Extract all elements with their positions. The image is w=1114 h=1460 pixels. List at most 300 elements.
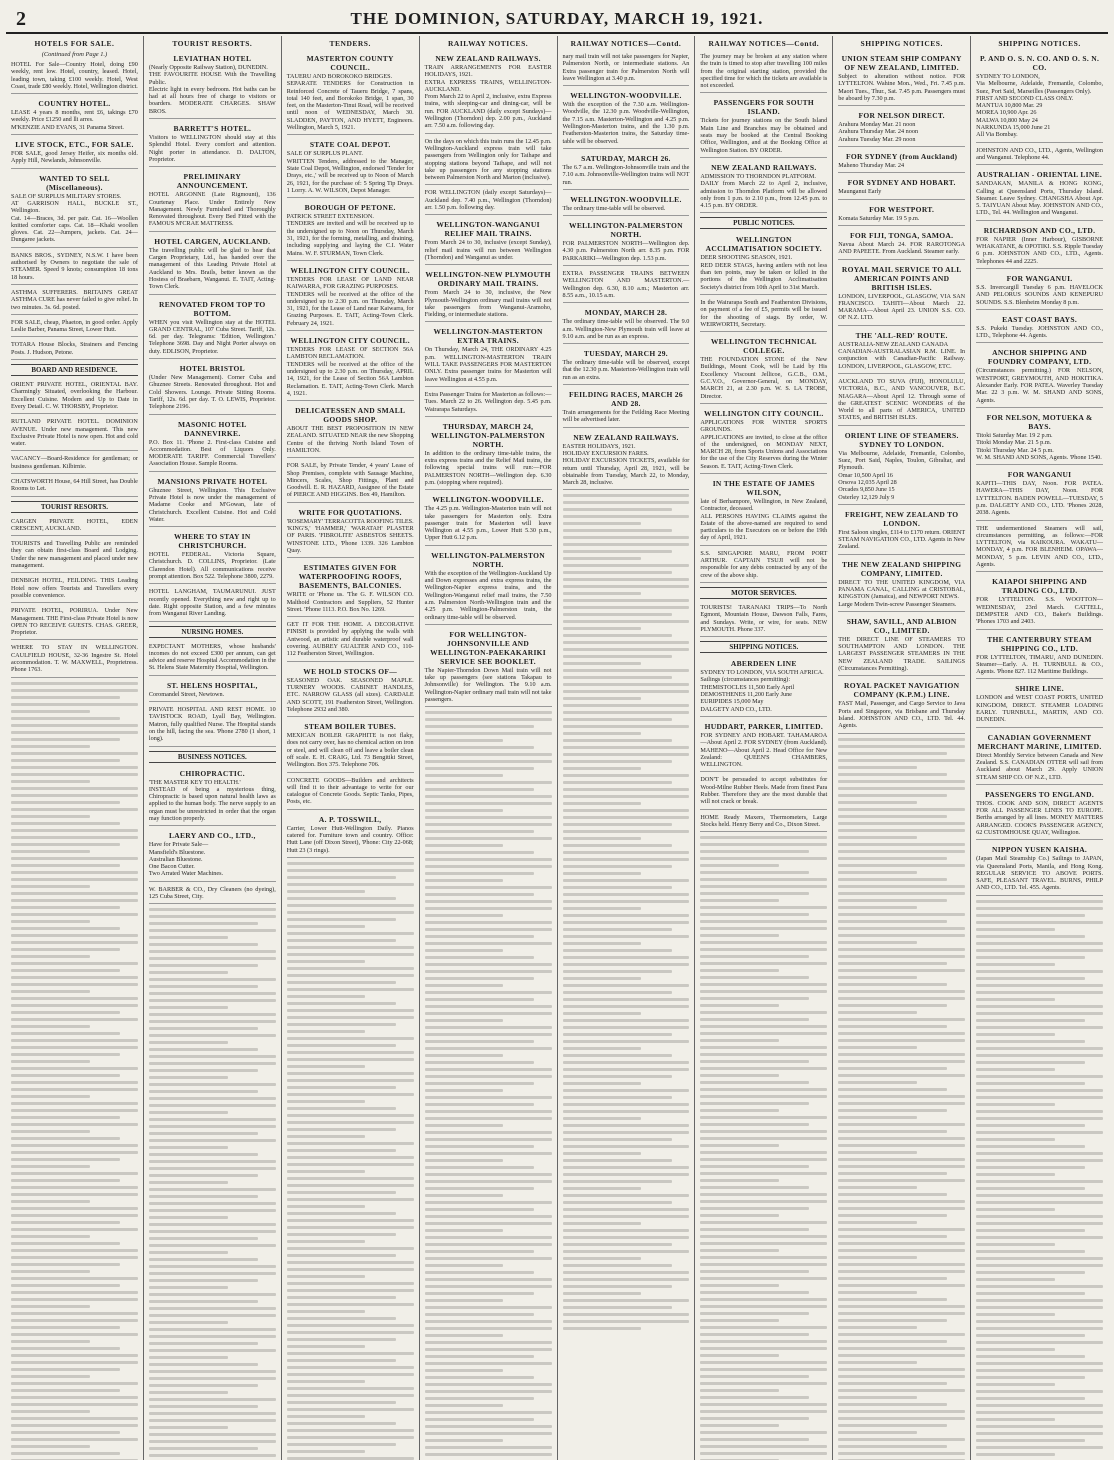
text-line xyxy=(149,999,276,1002)
text-line xyxy=(11,836,138,839)
text-line xyxy=(287,1044,396,1047)
text-line xyxy=(563,1026,690,1029)
advertisement xyxy=(838,228,965,260)
ad-title: WRITE FOR QUOTATIONS. xyxy=(298,507,402,517)
text-line xyxy=(563,1166,690,1169)
text-line xyxy=(563,753,690,756)
ad-title: FOR WESTPORT. xyxy=(869,204,935,214)
text-line xyxy=(11,1221,120,1224)
ad-body: FOR LYTTELTON, TIMARU, AND DUNEDIN. Steamer—Early. A. H. TURNBULL & CO., Agents. 'Phone 827. 112 Maritime Buildings. xyxy=(976,653,1103,676)
text-line xyxy=(976,991,1103,994)
text-line xyxy=(838,1298,947,1301)
text-line xyxy=(563,690,690,693)
text-line xyxy=(838,1074,965,1077)
ad-body: The journey may be broken at any station where the train is timed to stop after travelling 100 miles from the original starting station, provided the specified time for which the tickets are available is not exceeded. xyxy=(700,53,828,90)
text-line xyxy=(976,1376,1085,1379)
ad-body: KAPITI—THIS DAY, Noon. FOR PATEA. HAWERA—THIS DAY, Noon. FOR LYTTELTON. BADEN POWELL—TUESDAY, 5 p.m. DALGETY AND CO., LTD. 'Phones 2028, 2038. Agents. xyxy=(976,480,1103,517)
text-line xyxy=(838,1095,965,1098)
ad-title: WELLINGTON-MASTERTON EXTRA TRAINS. xyxy=(433,327,543,346)
text-line xyxy=(425,1012,552,1015)
text-line xyxy=(976,1005,1103,1008)
text-line xyxy=(563,1208,690,1211)
text-line xyxy=(287,1450,366,1453)
text-line xyxy=(976,1019,1085,1022)
text-line xyxy=(11,1046,138,1049)
text-line xyxy=(838,857,947,860)
text-line xyxy=(563,1222,642,1225)
text-line xyxy=(976,1096,1103,1099)
advertisement xyxy=(976,223,1103,269)
text-line xyxy=(976,1159,1103,1162)
text-line xyxy=(287,1100,366,1103)
text-line xyxy=(149,1111,228,1114)
ad-body: HOTEL For Sale—Country Hotel, doing £90 weekly, rent low. Hotel, country, leased. Hotel, leading town, taking £100 weekly. Hotel, West Coast, trade £80 weekly. Hotel, Wellington district. xyxy=(11,61,138,90)
ad-body: EXTRA PASSENGER TRAINS BETWEEN WELLINGTON AND MASTERTON.—Wellington dep. 6.30, 8.10 a.m.; Masterton arr. 8.55 a.m., 10.15 a.m. xyxy=(562,270,690,299)
text-line xyxy=(287,1079,414,1082)
advertisement xyxy=(563,346,690,385)
text-line xyxy=(976,907,1103,910)
text-line xyxy=(287,1212,396,1215)
text-line xyxy=(11,1039,138,1042)
text-line xyxy=(700,1130,827,1133)
text-line xyxy=(976,1299,1103,1302)
advertisement xyxy=(11,137,138,169)
advertisement xyxy=(976,842,1103,895)
text-line xyxy=(425,949,504,952)
text-line xyxy=(425,1243,552,1246)
text-line xyxy=(425,1306,552,1309)
ad-body: HOTEL ARGONNE (Late Rigmount), 136 Courtenay Place. Under Entirely New Management. Newly Furnished and Thoroughly Renovated throughout. Every Bed Fitted with the FAMOUS M'CRAE MATTRESS. xyxy=(148,191,276,228)
text-line xyxy=(563,1187,642,1190)
column-heading: HOTELS FOR SALE. xyxy=(34,39,115,48)
ad-body: TOURISTS! TARANAKI TRIPS—To North Egmont, Mountain House, Dawson Falls, Fares, and Sundays. Write, or wire, for seats. NEW PLYMOUTH. Phone 337. xyxy=(700,603,828,633)
text-line xyxy=(838,1452,965,1455)
text-line xyxy=(838,1396,917,1399)
text-line xyxy=(563,816,690,819)
ad-title: FEILDING RACES, MARCH 26 AND 28. xyxy=(569,390,683,409)
ad-body: SYDNEY TO LONDON, VIA SOUTH AFRICA. Sailings (circumstances permitting): THEMISTOCLES 11,500 Early April DEMOSTHENES 11,200 Early June EURIPIDES 15,000 May DALGETY AND CO., LTD. xyxy=(700,669,824,713)
text-line xyxy=(563,718,672,721)
ad-body: WRITE or 'Phone us. 'The G. F. WILSON CO. Malthoid Contractors and Suppliers, 52 Hunter Street. 'Phone 1113. P.O. Box No. 1269. xyxy=(286,591,414,613)
advertisement xyxy=(287,263,414,331)
ad-body: Navua About March 24. FOR RAROTONGA AND PAPEETE. From Auckland. Steamer early. xyxy=(838,240,966,256)
text-line xyxy=(149,1209,276,1212)
text-line xyxy=(838,1116,917,1119)
text-line xyxy=(700,1102,809,1105)
text-line xyxy=(149,1167,276,1170)
text-line xyxy=(700,1305,827,1308)
text-line xyxy=(11,1207,138,1210)
ad-title: WELLINGTON TECHNICAL COLLEGE. xyxy=(710,337,817,356)
ad-body: Train arrangements for the Feilding Race Meeting will be advertised later. xyxy=(562,409,690,424)
text-line xyxy=(976,1278,1055,1281)
ad-title: NIPPON YUSEN KAISHA. xyxy=(992,845,1088,855)
text-line xyxy=(563,781,672,784)
text-line xyxy=(11,1186,138,1189)
ad-body: From March 24 to 30, inclusive, the New Plymouth-Wellington ordinary mail trains will not take passengers from Wanganui-Aramoho, Fielding, or intermediate stations. xyxy=(424,289,552,319)
text-line xyxy=(700,1312,809,1315)
text-line xyxy=(838,1032,965,1035)
text-line xyxy=(700,892,809,895)
ad-title: NEW ZEALAND RAILWAYS. xyxy=(573,432,679,442)
text-line xyxy=(11,1102,138,1105)
advertisement xyxy=(425,492,552,545)
advertisement xyxy=(563,192,690,216)
text-line xyxy=(149,922,258,925)
text-line xyxy=(11,962,138,965)
text-line xyxy=(976,1285,1103,1288)
text-line xyxy=(700,1396,809,1399)
text-line xyxy=(976,928,1055,931)
text-line xyxy=(149,1412,276,1415)
text-line xyxy=(425,809,504,812)
text-line xyxy=(700,1298,827,1301)
text-line xyxy=(700,1193,827,1196)
column-heading: RAILWAY NOTICES—Contd. xyxy=(570,39,682,48)
text-line xyxy=(425,788,534,791)
text-line xyxy=(976,1229,1085,1232)
text-line xyxy=(838,822,965,825)
text-line xyxy=(425,1040,534,1043)
text-line xyxy=(287,960,366,963)
text-line xyxy=(838,997,965,1000)
ad-body: TAUERU AND BOROKOKO BRIDGES. SEPARATE TENDERS for Construction in Reinforced Concrete of Taueru Bridge, 7 spans, total 140 feet, and Borokoko Bridge, 1 span, 30 feet, on the Masterton-Tinui Road, will be received until noon of WEDNESDAY, March 30. SLADDEN, PAYTON, AND HYETT, Engineers. Wellington, March 5, 1921. xyxy=(286,73,414,132)
text-line xyxy=(425,1054,504,1057)
text-line xyxy=(838,1445,947,1448)
text-line xyxy=(838,787,965,790)
text-line xyxy=(11,1032,120,1035)
text-line xyxy=(287,1226,414,1229)
text-line xyxy=(700,990,827,993)
text-line xyxy=(563,1215,690,1218)
text-line xyxy=(838,878,947,881)
text-line xyxy=(149,1335,276,1338)
text-line xyxy=(425,872,534,875)
text-line xyxy=(976,949,1103,952)
text-line xyxy=(563,1131,690,1134)
text-line xyxy=(838,1186,917,1189)
text-line xyxy=(700,1291,809,1294)
ad-body: Maheno Thursday Mar. 24 xyxy=(838,162,905,170)
text-line xyxy=(838,1424,947,1427)
text-line xyxy=(11,1431,120,1434)
text-line xyxy=(838,850,965,853)
advertisement xyxy=(287,664,414,717)
ad-body: WHEN you visit Wellington stay at the HOTEL GRAND CENTRAL, 107 Cuba Street. Tariff, 12s. 6d. per day. Telegrams: 'Edition, Wellington.' Telephone 3698. Day and Night Porter always on duty. EDLISON, Proprietor. xyxy=(148,318,276,355)
text-line xyxy=(976,1075,1103,1078)
text-line xyxy=(11,1263,120,1266)
text-line xyxy=(425,1075,552,1078)
ad-body: The ordinary time-table will be observed. The 9.0 a.m. Wellington-New Plymouth train will leave at 9.10 a.m. and be run as an express. xyxy=(562,318,690,340)
text-line xyxy=(287,1065,366,1068)
text-line xyxy=(149,1055,276,1058)
ad-body: FOR SALE, cheap, Phaeton, in good order. Apply Leslie Barber, Panama Street, Lower Hutt. xyxy=(11,318,138,334)
text-line xyxy=(838,1389,965,1392)
text-line xyxy=(563,907,642,910)
text-line xyxy=(700,1424,779,1427)
advertisement xyxy=(11,171,138,248)
text-line xyxy=(149,1083,276,1086)
advertisement xyxy=(287,137,414,198)
text-line xyxy=(700,1137,827,1140)
text-line xyxy=(425,1285,552,1288)
column-7 xyxy=(832,36,970,1460)
text-line xyxy=(563,1243,672,1246)
text-line xyxy=(838,815,947,818)
text-line xyxy=(563,641,690,644)
ad-body: LEASE 4 years 8 months, rent £6, takings £70 weekly. Price £1250 and lli arres. M'KENZIE AND EVANS, 31 Panama Street. xyxy=(11,109,138,131)
text-line xyxy=(700,1032,827,1035)
text-line xyxy=(838,1088,947,1091)
ad-body: From March 24 to 30, inclusive (except Sunday), relief mail trains will run between Wellington (Thorndon) and Wanganui as under. xyxy=(424,239,552,261)
text-line xyxy=(563,564,690,567)
ad-title: BOROUGH OF PETONE. xyxy=(304,203,396,213)
ad-body: FOR PALMERSTON NORTH—Wellington dep. 4.30 p.m. Palmerston North arr. 8.35 p.m. FOR PARKARIKI—Wellington dep. 1.53 p.m. xyxy=(562,240,690,262)
ad-title: WELLINGTON CITY COUNCIL. xyxy=(290,265,410,275)
column-heading: TOURIST RESORTS. xyxy=(172,39,253,48)
text-line xyxy=(563,1012,642,1015)
ad-title: HOTEL CARGEN, AUCKLAND. xyxy=(154,236,271,246)
text-line xyxy=(425,1033,552,1036)
ad-body: The 6.7 a.m. Wellington-Johnsonville train and the 7.10 a.m. Johnsonville-Wellington trains will NOT run. xyxy=(562,163,690,186)
text-line xyxy=(11,1361,138,1364)
text-line xyxy=(149,1265,276,1268)
advertisement xyxy=(149,169,276,231)
text-line xyxy=(563,1047,642,1050)
text-line xyxy=(976,1369,1103,1372)
ad-body: EASTER HOLIDAYS, 1921. HOLIDAY EXCURSION FARES. HOLIDAY EXCURSION TICKETS, available for return until Thursday, April 28, 1921, will be obtainable from Tuesday, March 22, to Monday, March 28, inclusive. xyxy=(562,442,690,487)
text-line xyxy=(700,1158,827,1161)
advertisement xyxy=(11,516,138,537)
advertisement xyxy=(700,334,827,404)
text-line xyxy=(287,1338,396,1341)
ad-title: SHAW, SAVILL, AND ALBION CO., LIMITED. xyxy=(846,616,957,635)
text-line xyxy=(563,697,642,700)
text-line xyxy=(11,1452,120,1455)
text-line xyxy=(838,1137,965,1140)
text-line xyxy=(700,976,809,979)
text-line xyxy=(838,773,947,776)
text-line xyxy=(563,879,690,882)
text-line xyxy=(287,1072,414,1075)
advertisement xyxy=(149,828,276,881)
text-line xyxy=(149,1048,258,1051)
advertisement xyxy=(976,467,1103,520)
text-line xyxy=(976,1411,1103,1414)
text-line xyxy=(563,1313,690,1316)
text-line xyxy=(149,1034,276,1037)
text-line xyxy=(838,1340,947,1343)
advertisement xyxy=(838,328,965,374)
text-line xyxy=(838,871,917,874)
text-line xyxy=(976,1068,1055,1071)
ad-title: A. P. TOSSWILL, xyxy=(318,814,382,824)
text-line xyxy=(838,1067,947,1070)
ad-body: In addition to the ordinary time-table trains, the extra express trains and the Relief Mail trains, the following special trains will run:—FOR PALMERSTON NORTH—Wellington dep. 6.30 p.m. (stopping where required). xyxy=(424,449,552,486)
ad-body: S.S. Pukeki Tuesday. JOHNSTON AND CO., LTD., Telephone 44. Agents. xyxy=(976,324,1103,340)
text-line xyxy=(563,795,690,798)
text-line xyxy=(700,1284,779,1287)
text-line xyxy=(11,969,120,972)
text-line xyxy=(700,948,827,951)
advertisement xyxy=(838,108,965,147)
text-line xyxy=(11,941,138,944)
text-line xyxy=(287,1352,414,1355)
text-line xyxy=(11,1270,90,1273)
ad-body: With the exception of the Wellington-Auckland Up and Down expresses and extra express trains, the Wellington-Napier express trains, and the Wellington-Wanganui relief mail trains, the 7.50 a.m. Palmerston North-Wellington train and the 4.25 p.m. Wellington-Palmerston train, the ordinary time-table will be observed. xyxy=(424,569,552,621)
advertisement xyxy=(700,160,827,213)
text-line xyxy=(149,1426,228,1429)
text-line xyxy=(563,767,642,770)
ad-body: ORIENT PRIVATE HOTEL, ORIENTAL BAY. Charmingly Situated, overlooking the Harbour. Excellent Cuisine. Modern and Up to Date in Every Detail. C. W. THORSBY, Proprietor. xyxy=(11,381,138,410)
text-line xyxy=(700,885,827,888)
text-line xyxy=(287,1247,414,1250)
ad-title: DELICATESSEN AND SMALL GOODS SHOP. xyxy=(295,406,406,425)
ad-body: FAST Mail, Passenger, and Cargo Service to Java Ports and Singapore, via Brisbane and Thursday Island. JOHNSTON AND CO., LTD. Tel. 44. Agents. xyxy=(838,700,966,730)
text-line xyxy=(563,1110,690,1113)
text-line xyxy=(563,1117,642,1120)
text-line xyxy=(425,711,552,714)
ad-body: DON'T be persuaded to accept substitutes for Wood-Milne Rubber Heels. Made from finest Para Rubber. Therefore they are the most durable that will not crack or break. xyxy=(700,776,828,806)
ad-body: The 4.25 p.m. Wellington-Masterton train will not take passengers for Masterton only. Extra passenger train for Masterton will leave Wellington at 4.55 p.m., Lower Hutt 5.30 p.m., Upper Hutt 6.12 p.m. xyxy=(424,505,552,542)
text-line xyxy=(700,1354,779,1357)
text-line xyxy=(976,1383,1055,1386)
text-line xyxy=(425,732,552,735)
text-line xyxy=(149,1195,258,1198)
advertisement xyxy=(700,656,827,717)
text-line xyxy=(149,1440,276,1443)
text-line xyxy=(838,752,947,755)
text-filler xyxy=(11,682,138,1460)
text-line xyxy=(838,1179,965,1182)
ad-body: PRIVATE HOSPITAL AND REST HOME. 10 TAVISTOCK ROAD, Lyall Bay, Wellington. Matron, fully qualified Nurse. The Hospital stands on the hill, facing the sea. 'Phone 2780 (1 short, 1 long). xyxy=(148,706,276,743)
text-line xyxy=(425,1292,534,1295)
ad-body: PRIVATE HOTEL, PORIRUA. Under New Management. THE First-class Private Hotel is now OPEN TO RECEIVE GUESTS. CHAS. GREER, Proprietor. xyxy=(11,607,138,637)
ad-body: Ghuznee Street, Wellington. This Exclusive Private Hotel is now under the management of Madame Cooke and M'Gowan, late of Christchurch. Excellent Cuisine. Hot and Cold Water. xyxy=(148,486,276,523)
text-line xyxy=(11,1060,90,1063)
text-line xyxy=(425,1096,552,1099)
text-line xyxy=(976,1334,1085,1337)
text-line xyxy=(563,550,672,553)
ad-title: SHIRE LINE. xyxy=(1015,684,1064,694)
ad-title: NEW ZEALAND RAILWAYS. xyxy=(435,54,541,63)
ad-body: Have for Private Sale— Mansfield's Bluestone. Australian Bluestone. One Bacon Cutter. Two Arrated Water Machines. xyxy=(148,841,224,878)
ad-title: LEVIATHAN HOTEL xyxy=(173,54,252,63)
text-line xyxy=(425,1019,504,1022)
text-line xyxy=(287,1401,396,1404)
text-line xyxy=(149,1328,276,1331)
text-line xyxy=(11,857,138,860)
ad-body: THE DIRECT LINE OF STEAMERS TO SOUTHAMPTON AND LONDON. THE LARGEST PASSENGER STEAMERS IN THE NEW ZEALAND TRADE. SAILINGS (Circumstances Permitting). xyxy=(838,635,966,673)
ad-body: ADMISSION TO THORNDON PLATFORM. DAILY from March 22 to April 2, inclusive, admission to Thorndon Platform will be allowed only from 1 p.m. to 2.10 p.m., from 12.45 p.m. to 4.15 p.m. BY ORDER. xyxy=(700,172,828,210)
advertisement xyxy=(838,51,965,106)
text-line xyxy=(11,948,120,951)
advertisement xyxy=(563,430,690,491)
text-line xyxy=(149,1146,228,1149)
text-line xyxy=(11,752,138,755)
text-filler xyxy=(838,738,965,1460)
text-line xyxy=(976,1089,1103,1092)
text-line xyxy=(700,920,827,923)
ad-title: WELLINGTON-WOODVILLE. xyxy=(570,91,682,101)
text-line xyxy=(425,1159,504,1162)
text-line xyxy=(700,1067,827,1070)
text-line xyxy=(425,893,534,896)
text-line xyxy=(11,927,120,930)
text-line xyxy=(425,837,552,840)
ad-title: ROYAL PACKET NAVIGATION COMPANY (K.P.M.) LINE. xyxy=(844,681,960,700)
text-line xyxy=(700,850,809,853)
text-line xyxy=(563,501,690,504)
text-line xyxy=(11,787,138,790)
text-line xyxy=(563,557,642,560)
ad-body: Coromandel Street, Newtown. xyxy=(148,690,225,698)
text-line xyxy=(287,1058,414,1061)
text-line xyxy=(976,921,1103,924)
text-line xyxy=(149,1314,276,1317)
ad-title: FOR SYDNEY AND HOBART. xyxy=(847,178,956,188)
text-line xyxy=(563,620,690,623)
text-line xyxy=(838,766,917,769)
text-line xyxy=(149,1384,258,1387)
text-line xyxy=(11,1172,138,1175)
text-line xyxy=(11,1067,138,1070)
text-line xyxy=(425,1236,552,1239)
ad-body: TENDERS FOR LEASE OF SECTION 56A LAMBTON RECLAMATION. TENDERS will be received at the office of the undersigned up to 2.30 p.m. on Thursday, APRIL 14, 1921, for the Lease of Section 56A Lambton Reclamation. E. TAIT, Acting-Town Clerk. March 4, 1921. xyxy=(286,346,414,397)
text-line xyxy=(11,1312,138,1315)
text-line xyxy=(976,1320,1103,1323)
text-line xyxy=(149,1454,276,1457)
text-line xyxy=(700,857,827,860)
column-heading: RAILWAY NOTICES—Contd. xyxy=(708,39,820,48)
ad-body: CONCRETE GOODS—Builders and architects will find it to their advantage to write for our catalogue of Concrete Goods. Septic Tanks, Pipes, Posts, etc. xyxy=(286,776,414,806)
text-line xyxy=(976,1166,1085,1169)
text-line xyxy=(11,801,120,804)
ad-body: THE undermentioned Steamers will sail, circumstances permitting, as follows:—FOR LYTTELTON, via KAIKOURA. WAKATU—MONDAY, 4 p.m. FOR BLENHEIM. OPAWA—MONDAY, 5 p.m. LEVIN AND CO., LTD., Agents. xyxy=(976,524,1103,569)
text-line xyxy=(700,1326,827,1329)
text-line xyxy=(563,1194,690,1197)
text-line xyxy=(563,1005,690,1008)
text-line xyxy=(425,1418,534,1421)
text-line xyxy=(287,1002,396,1005)
text-line xyxy=(11,759,120,762)
advertisement xyxy=(425,548,552,625)
text-line xyxy=(149,1125,276,1128)
text-line xyxy=(425,970,552,973)
text-line xyxy=(563,1327,642,1330)
text-line xyxy=(11,1018,138,1021)
text-line xyxy=(287,1128,396,1131)
text-line xyxy=(149,1181,228,1184)
text-line xyxy=(838,1249,965,1252)
advertisement xyxy=(149,704,276,746)
text-line xyxy=(11,682,138,685)
advertisement xyxy=(563,268,690,303)
text-line xyxy=(838,1333,965,1336)
text-line xyxy=(149,1398,276,1401)
text-line xyxy=(563,886,672,889)
section-heading: BOARD AND RESIDENCE. xyxy=(11,364,138,376)
ad-title: ORIENT LINE OF STEAMERS. SYDNEY TO LONDON. xyxy=(844,430,959,449)
text-line xyxy=(563,508,672,511)
text-line xyxy=(563,1033,672,1036)
ad-body: Extra Passenger Trains for Masterton as follows:—Tues. March 22 to 26. Wellington dep. 5.45 p.m. Wairarapa Saturdays. xyxy=(424,390,552,413)
text-line xyxy=(838,1081,917,1084)
advertisement xyxy=(149,51,276,119)
ad-body: Komata Saturday Mar. 19 5 p.m. xyxy=(838,214,920,222)
text-line xyxy=(149,1251,228,1254)
advertisement xyxy=(11,453,138,474)
